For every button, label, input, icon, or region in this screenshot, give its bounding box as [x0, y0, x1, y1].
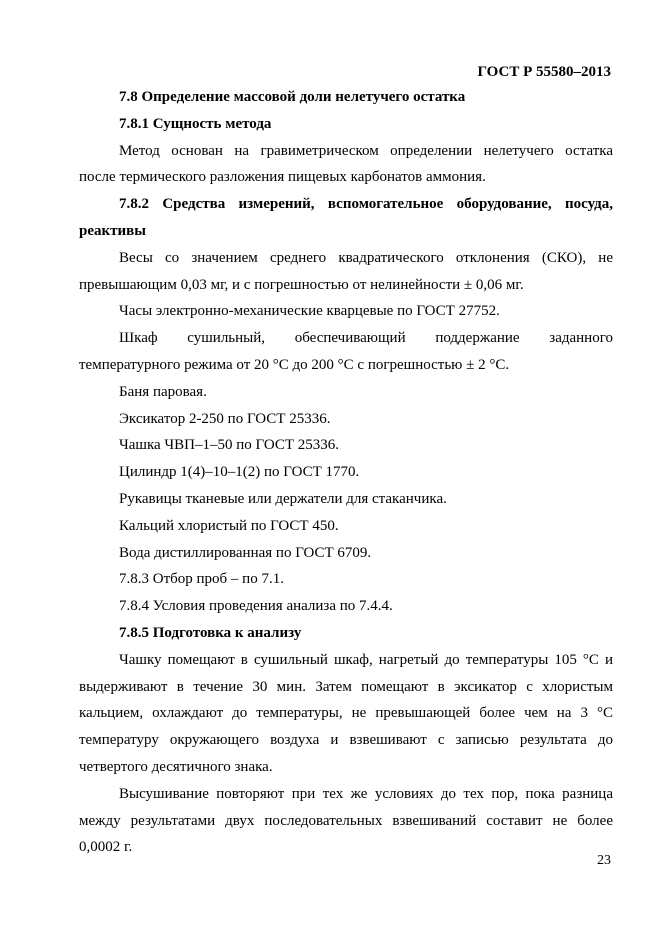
- paragraph-line: Метод основан на гравиметрическом определении нелетучего остатка: [119, 142, 613, 159]
- subsection-heading-7-8-2-cont: реактивы: [79, 222, 146, 239]
- paragraph-line: четвертого десятичного знака.: [79, 758, 273, 775]
- paragraph-line: температуру окружающего воздуха и взвешивают с записью результата до: [79, 732, 613, 749]
- paragraph-line: 0,0002 г.: [79, 839, 133, 856]
- section-heading-7-8: 7.8 Определение массовой доли нелетучего остатка: [119, 89, 466, 105]
- list-item: Эксикатор 2-250 по ГОСТ 25336.: [119, 410, 331, 427]
- list-item: Кальций хлористый по ГОСТ 450.: [119, 517, 339, 534]
- subsection-heading-7-8-5: 7.8.5 Подготовка к анализу: [119, 624, 302, 641]
- paragraph-line: после термического разложения пищевых карбонатов аммония.: [79, 169, 486, 186]
- list-item: Баня паровая.: [119, 383, 207, 400]
- page-body: [79, 84, 613, 861]
- paragraph-line: температурного режима от 20 °С до 200 °С с погрешностью ± 2 °С.: [79, 356, 510, 373]
- page-number: 23: [597, 853, 611, 868]
- subsection-heading-7-8-1: 7.8.1 Сущность метода: [119, 115, 272, 132]
- paragraph-line: превышающим 0,03 мг, и с погрешностью от нелинейности ± 0,06 мг.: [79, 276, 524, 293]
- list-item: Рукавицы тканевые или держатели для стаканчика.: [119, 490, 447, 507]
- list-item: Часы электронно-механические кварцевые по ГОСТ 27752.: [119, 303, 500, 320]
- paragraph-line: Шкаф сушильный, обеспечивающий поддержание заданного: [119, 330, 613, 347]
- subsection-7-8-4: 7.8.4 Условия проведения анализа по 7.4.4.: [119, 598, 393, 615]
- subsection-heading-7-8-2: 7.8.2 Средства измерений, вспомогательное оборудование, посуда,: [119, 196, 613, 213]
- paragraph-line: между результатами двух последовательных взвешиваний составит не более: [79, 812, 613, 829]
- paragraph-line: кальцием, охлаждают до температуры, не превышающей более чем на 3 °С: [79, 705, 613, 722]
- subsection-7-8-3: 7.8.3 Отбор проб – по 7.1.: [119, 571, 284, 588]
- paragraph-line: Чашку помещают в сушильный шкаф, нагретый до температуры 105 °С и: [119, 651, 613, 668]
- document-code: ГОСТ Р 55580–2013: [477, 64, 611, 80]
- list-item: Цилиндр 1(4)–10–1(2) по ГОСТ 1770.: [119, 464, 360, 481]
- paragraph-line: выдерживают в течение 30 мин. Затем помещают в эксикатор с хлористым: [79, 678, 613, 695]
- list-item: Чашка ЧВП–1–50 по ГОСТ 25336.: [119, 437, 340, 454]
- paragraph-line: Высушивание повторяют при тех же условиях до тех пор, пока разница: [119, 785, 613, 802]
- list-item: Вода дистиллированная по ГОСТ 6709.: [119, 544, 372, 561]
- paragraph-line: Весы со значением среднего квадратического отклонения (СКО), не: [119, 249, 613, 266]
